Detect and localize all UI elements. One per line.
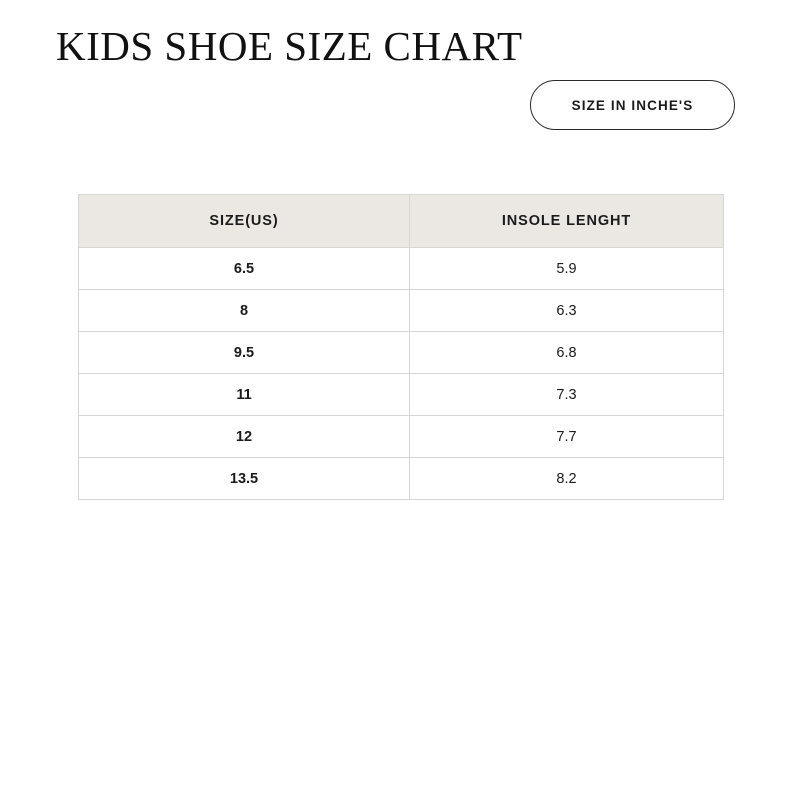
- table-row: [79, 248, 724, 290]
- cell-insole: 6.3: [410, 290, 724, 332]
- cell-size: 6.5: [79, 248, 410, 290]
- cell-size: 8: [79, 290, 410, 332]
- unit-badge: [530, 80, 735, 130]
- column-header-size: SIZE(US): [79, 195, 410, 248]
- table-row: [79, 458, 724, 500]
- page-title: KIDS SHOE SIZE CHART: [56, 23, 523, 69]
- column-header-insole-length: INSOLE LENGHT: [410, 195, 724, 248]
- cell-insole: 7.7: [410, 416, 724, 458]
- unit-badge-label: SIZE IN INCHE'S: [571, 97, 694, 113]
- cell-insole: 5.9: [410, 248, 724, 290]
- table-row: [79, 374, 724, 416]
- table-row: [79, 332, 724, 374]
- cell-size: 12: [79, 416, 410, 458]
- cell-insole: 7.3: [410, 374, 724, 416]
- cell-insole: 6.8: [410, 332, 724, 374]
- size-table: [78, 194, 724, 500]
- cell-insole: 8.2: [410, 458, 724, 500]
- cell-size: 9.5: [79, 332, 410, 374]
- cell-size: 13.5: [79, 458, 410, 500]
- table-header-row: [79, 195, 724, 248]
- cell-size: 11: [79, 374, 410, 416]
- size-table-container: [78, 194, 723, 500]
- table-row: [79, 416, 724, 458]
- table-row: [79, 290, 724, 332]
